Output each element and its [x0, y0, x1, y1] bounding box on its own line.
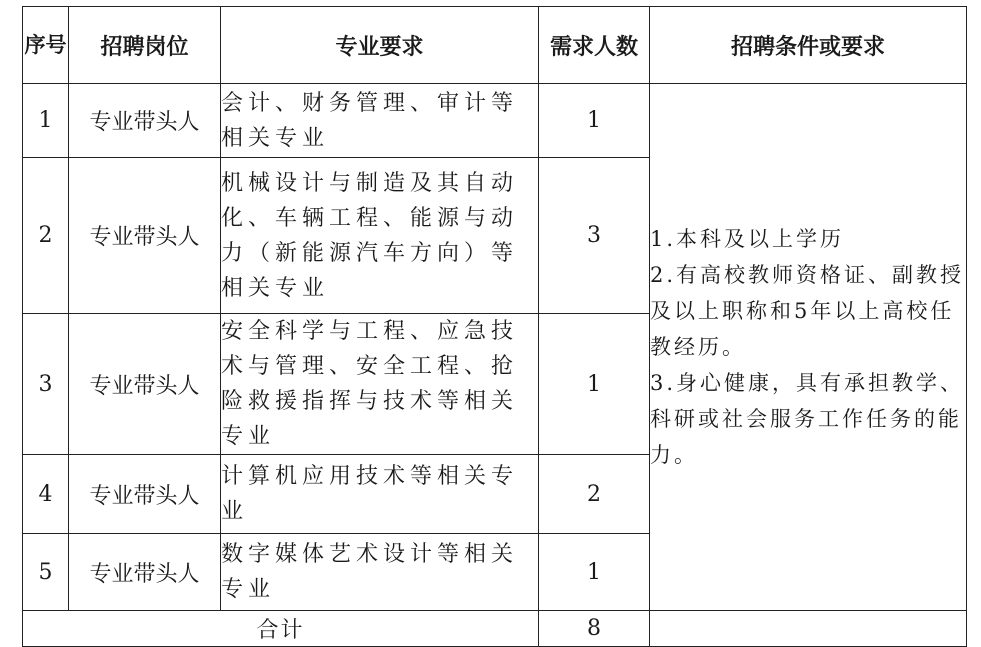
row-major: 会计、财务管理、审计等相关专业 [221, 84, 539, 158]
condition-item: 1.本科及以上学历 [650, 227, 845, 251]
row-position: 专业带头人 [69, 314, 221, 455]
row-count: 1 [539, 314, 650, 455]
header-position: 招聘岗位 [69, 7, 221, 84]
row-count: 1 [539, 534, 650, 611]
row-count: 1 [539, 84, 650, 158]
row-major: 安全科学与工程、应急技术与管理、安全工程、抢险救援指挥与技术等相关专业 [221, 314, 539, 455]
row-position: 专业带头人 [69, 455, 221, 534]
row-seq: 3 [23, 314, 69, 455]
header-row [23, 7, 967, 84]
row-seq: 1 [23, 84, 69, 158]
table-row [23, 84, 967, 158]
condition-item: 3.身心健康，具有承担教学、科研或社会服务工作任务的能力。 [650, 371, 965, 467]
condition-item: 2.有高校教师资格证、副教授及以上职称和5年以上高校任教经历。 [650, 263, 965, 359]
row-major: 机械设计与制造及其自动化、车辆工程、能源与动力（新能源汽车方向）等相关专业 [221, 158, 539, 314]
row-major: 计算机应用技术等相关专业 [221, 455, 539, 534]
header-conditions: 招聘条件或要求 [650, 7, 967, 84]
row-count: 3 [539, 158, 650, 314]
row-position: 专业带头人 [69, 534, 221, 611]
total-count: 8 [539, 611, 650, 647]
header-count: 需求人数 [539, 7, 650, 84]
total-label: 合计 [23, 611, 539, 647]
row-seq: 5 [23, 534, 69, 611]
row-major: 数字媒体艺术设计等相关专业 [221, 534, 539, 611]
header-seq: 序号 [23, 7, 69, 84]
row-position: 专业带头人 [69, 158, 221, 314]
row-seq: 2 [23, 158, 69, 314]
row-position: 专业带头人 [69, 84, 221, 158]
conditions-cell [650, 84, 967, 611]
recruitment-table [22, 6, 967, 647]
row-count: 2 [539, 455, 650, 534]
total-blank-cell [650, 611, 967, 647]
total-row [23, 611, 967, 647]
row-seq: 4 [23, 455, 69, 534]
header-major: 专业要求 [221, 7, 539, 84]
